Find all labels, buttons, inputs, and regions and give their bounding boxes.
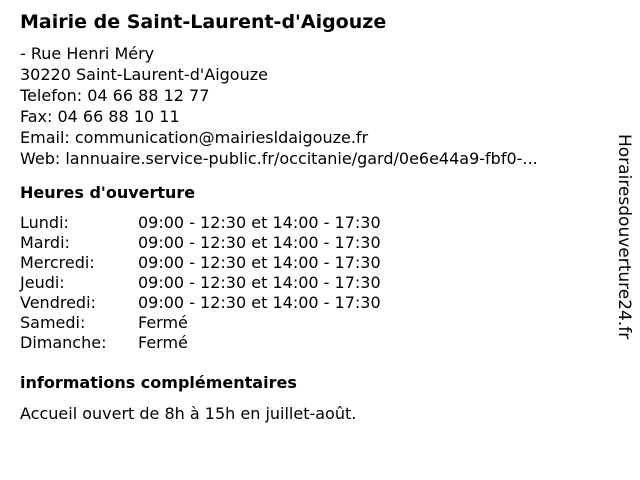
opening-hours-heading: Heures d'ouverture [20, 183, 196, 202]
day-hours: Fermé [138, 313, 188, 332]
additional-info-text: Accueil ouvert de 8h à 15h en juillet-août. [20, 404, 357, 423]
day-hours: Fermé [138, 333, 188, 352]
day-label: Mardi: [20, 233, 70, 252]
additional-info-heading: informations complémentaires [20, 373, 297, 392]
side-brand-watermark [610, 134, 636, 374]
day-label: Mercredi: [20, 253, 95, 272]
day-label: Jeudi: [20, 273, 65, 292]
day-hours: 09:00 - 12:30 et 14:00 - 17:30 [138, 213, 381, 232]
day-hours: 09:00 - 12:30 et 14:00 - 17:30 [138, 273, 381, 292]
website-link[interactable]: Web: lannuaire.service-public.fr/occitanie/gard/0e6e44a9-fbf0-... [20, 149, 538, 168]
day-label: Lundi: [20, 213, 69, 232]
fax-number: Fax: 04 66 88 10 11 [20, 107, 180, 126]
day-label: Dimanche: [20, 333, 107, 352]
side-brand-text: Horairesdouverture24.fr [614, 134, 634, 340]
day-hours: 09:00 - 12:30 et 14:00 - 17:30 [138, 253, 381, 272]
phone-number[interactable]: Telefon: 04 66 88 12 77 [20, 86, 210, 105]
page-title: Mairie de Saint-Laurent-d'Aigouze [20, 11, 387, 33]
address-city: 30220 Saint-Laurent-d'Aigouze [20, 65, 268, 84]
contact-details [20, 43, 538, 169]
address-street: - Rue Henri Méry [20, 44, 155, 63]
day-hours: 09:00 - 12:30 et 14:00 - 17:30 [138, 233, 381, 252]
day-hours: 09:00 - 12:30 et 14:00 - 17:30 [138, 293, 381, 312]
day-label: Samedi: [20, 313, 86, 332]
day-label: Vendredi: [20, 293, 96, 312]
email-address[interactable]: Email: communication@mairiesldaigouze.fr [20, 128, 369, 147]
